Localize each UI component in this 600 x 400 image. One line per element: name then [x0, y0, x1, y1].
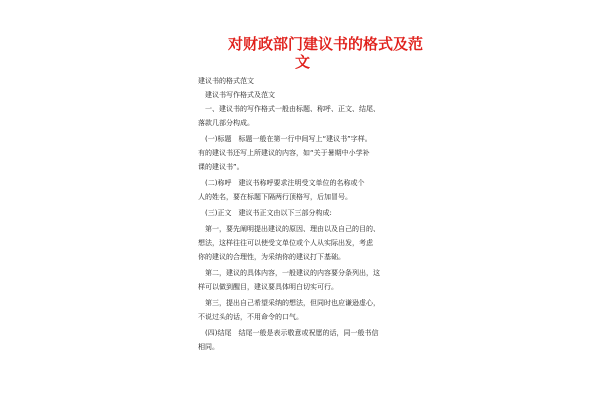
document-title-line-2: 文 — [295, 53, 311, 71]
body-line: (三)正文 建议书正文由以下三部分构成: — [198, 209, 332, 217]
body-line: 不说过头的话，不用命令的口气。 — [198, 313, 303, 321]
body-line: 相同。 — [198, 343, 219, 351]
body-line: 样可以做到醒目，建议要具体明白切实可行。 — [198, 283, 338, 291]
document-body — [198, 76, 410, 352]
body-line: 建议书的格式范文 — [198, 77, 254, 85]
body-line: 人的姓名，要在标题下隔两行顶格写，后加冒号。 — [198, 193, 352, 201]
body-line: 建议书写作格式及范文 — [198, 91, 275, 99]
body-line: (四)结尾 结尾一般是表示敬意或祝愿的话，同一般书信 — [198, 329, 379, 337]
body-line: 有的建议书还写上所建议的内容，如“关于暑期中小学补 — [198, 149, 370, 157]
body-line: 一、建议书的写作格式一般由标题、称呼、正文、结尾、 — [198, 105, 380, 113]
body-line: (一)标题 标题一般在第一行中间写上“建议书”字样。 — [198, 135, 372, 143]
document-title-line-1: 对财政部门建议书的格式及范 — [228, 35, 424, 53]
body-line: 想法，这样往往可以使受文单位或个人从实际出发，考虑 — [198, 239, 373, 247]
body-line: 落款几部分构成。 — [198, 119, 254, 127]
body-line: (二)称呼 建议书称呼要求注明受文单位的名称或个 — [198, 179, 365, 187]
body-line: 第三，提出自己希望采纳的想法，但同时也应谦逊虚心， — [198, 299, 380, 307]
body-line: 课的建议书”。 — [198, 163, 244, 171]
body-line: 第二，建议的具体内容，一般建议的内容要分条列出，这 — [198, 269, 380, 277]
body-line: 第一，要先阐明提出建议的原因、理由以及自己的目的、 — [198, 225, 380, 233]
body-line: 你的建议的合理性，为采纳你的建议打下基础。 — [198, 253, 345, 261]
